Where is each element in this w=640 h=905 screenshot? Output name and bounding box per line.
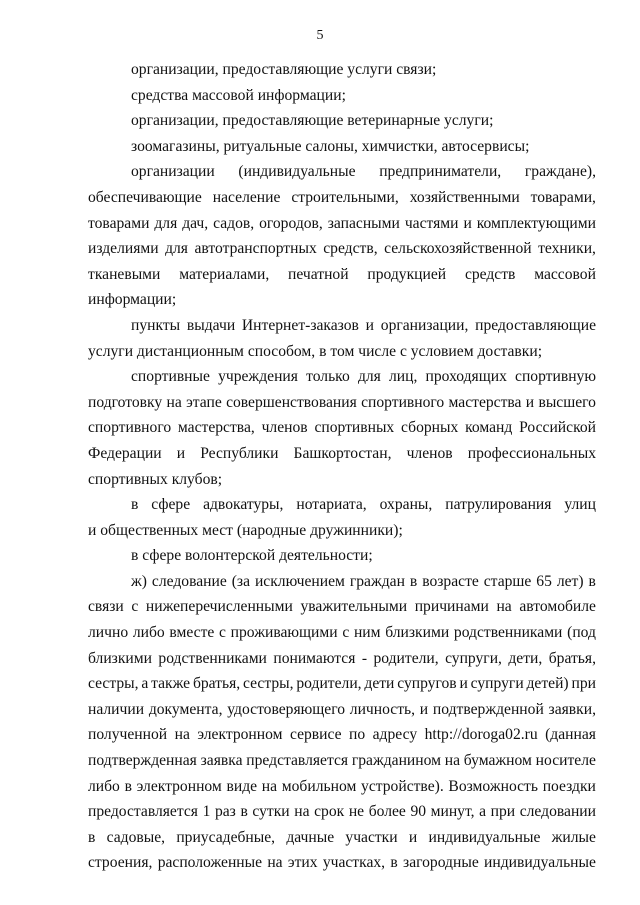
- text-line: в сфере волонтерской деятельности;: [131, 547, 373, 565]
- text-line: подготовку на этапе совершенствования спортивного мастерства и высшего: [88, 393, 596, 411]
- text-line: товарами для дач, садов, огородов, запасными частями и комплектующими: [88, 214, 596, 232]
- text-line: и общественных мест (народные дружинники);: [88, 521, 403, 539]
- text-line: полученной на электронном сервисе по адресу http://doroga02.ru (данная: [88, 726, 596, 744]
- text-line: близкими родственниками понимаются - родители, супруги, дети, братья,: [88, 649, 596, 667]
- text-line: организации, предоставляющие услуги связи;: [131, 61, 437, 78]
- text-line: подтвержденная заявка представляется гражданином на бумажном носителе: [88, 752, 596, 770]
- document-body: [88, 57, 596, 876]
- text-line: строения, расположенные на этих участках, в загородные индивидуальные: [88, 854, 596, 872]
- text-line: услуги дистанционным способом, в том числе с условием доставки;: [88, 342, 543, 360]
- page-number: 5: [316, 28, 324, 43]
- text-line: зоомагазины, ритуальные салоны, химчистки, автосервисы;: [131, 137, 530, 155]
- text-line: предоставляется 1 раз в сутки на срок не более 90 минут, а при следовании: [88, 803, 596, 821]
- text-line: организации (индивидуальные предприниматели, граждане),: [131, 163, 596, 181]
- text-line: ж) следование (за исключением граждан в возрасте старше 65 лет) в: [131, 572, 596, 590]
- text-line: информации;: [88, 291, 177, 309]
- text-line: в сфере адвокатуры, нотариата, охраны, патрулирования улиц: [131, 496, 596, 514]
- text-line: спортивного мастерства, членов спортивных сборных команд Российской: [88, 419, 596, 437]
- text-line: наличии документа, удостоверяющего личность, и подтвержденной заявки,: [88, 700, 596, 718]
- text-line: связи с нижеперечисленными уважительными причинами на автомобиле: [88, 598, 596, 616]
- text-line: в садовые, приусадебные, дачные участки и индивидуальные жилые: [88, 828, 596, 846]
- text-line: обеспечивающие население строительными, хозяйственными товарами,: [88, 188, 596, 206]
- text-line: средства массовой информации;: [131, 86, 346, 104]
- text-line: пункты выдачи Интернет-заказов и организации, предоставляющие: [131, 316, 596, 334]
- text-line: лично либо вместе с проживающими с ним близкими родственниками (под: [88, 624, 596, 642]
- text-line: либо в электронном виде на мобильном устройстве). Возможность поездки: [88, 777, 596, 795]
- text-line: сестры, а также братья, сестры, родители, дети супругов и супруги детей) при: [88, 675, 596, 693]
- text-line: изделиями для автотранспортных средств, сельскохозяйственной техники,: [88, 240, 596, 258]
- text-line: тканевыми материалами, печатной продукцией средств массовой: [88, 265, 596, 283]
- text-line: спортивные учреждения только для лиц, проходящих спортивную: [131, 368, 596, 386]
- text-line: организации, предоставляющие ветеринарные услуги;: [131, 112, 494, 130]
- text-line: Федерации и Республики Башкортостан, членов профессиональных: [88, 444, 596, 462]
- text-line: спортивных клубов;: [88, 470, 223, 488]
